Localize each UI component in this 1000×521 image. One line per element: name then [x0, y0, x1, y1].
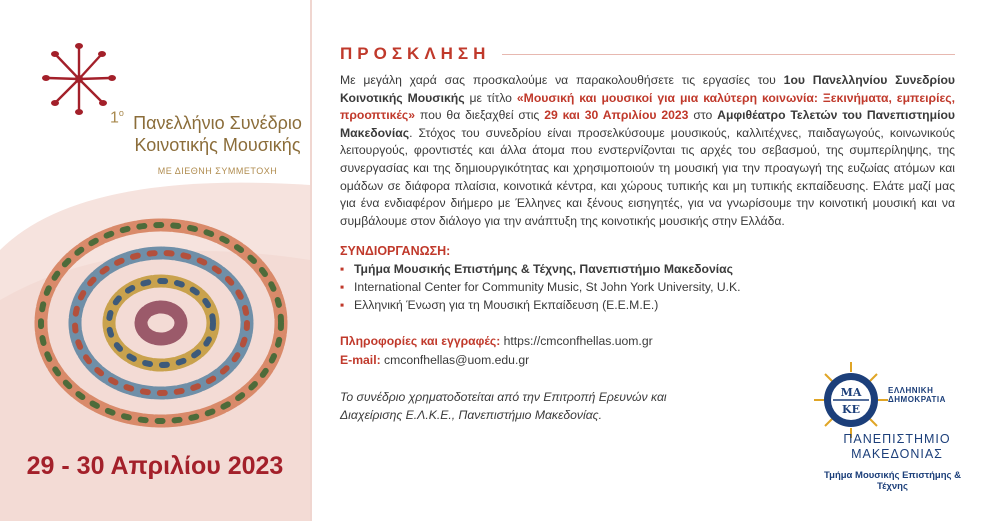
- university-state: ΕΛΛΗΝΙΚΗ ΔΗΜΟΚΡΑΤΙΑ: [888, 386, 946, 404]
- list-item: ▪ Τμήμα Μουσικής Επιστήμης & Τέχνης, Πανεπιστήμιο Μακεδονίας: [340, 262, 733, 277]
- conference-dates: 29 - 30 Απριλίου 2023: [26, 452, 284, 480]
- info-link[interactable]: https://cmconfhellas.uom.gr: [500, 334, 653, 349]
- email-link[interactable]: cmconfhellas@uom.edu.gr: [380, 353, 530, 368]
- bullet-icon: ▪: [340, 298, 345, 313]
- university-name: ΠΑΝΕΠΙΣΤΗΜΙΟ ΜΑΚΕΔΟΝΙΑΣ: [843, 432, 951, 461]
- bullet-icon: ▪: [340, 280, 345, 295]
- invitation-title: ΠΡΟΣΚΛΗΣΗ: [340, 44, 491, 63]
- header-rule: [502, 54, 955, 55]
- conference-logo-icon: [38, 38, 120, 120]
- emblem-letters-bottom: ΚΕ: [842, 403, 860, 416]
- email-label: E-mail:: [340, 353, 381, 368]
- invitation-paragraph: Με μεγάλη χαρά σας προσκαλούμε να παρακολουθήσετε τις εργασίες του 1ου Πανελληνίου Συνεδρίου Κοινοτικής Μουσικής με τίτλο «Μουσική και μουσικοί για μια καλύτερη κοινωνία: Ξεκινήματα, εμπειρίες, προοπτικές» που θα διεξαχθεί στις 29 και 30 Απριλίου 2023 στο Αμφιθέατρο Τελετών του Πανεπιστημίου Μακεδονίας. Στόχος του συνεδρίου είναι προσελκύσουμε μουσικούς, καλλιτέχνες, παιδαγωγούς, κοινωνικούς λειτουργούς, φροντιστές και άλλα άτομα που ενστερνίζονται τις αρχές του σεβασμού, της συμπερίληψης, της συνεργασίας και της δημιουργικότητας και χρησιμοποιούν τη μουσική για την προαγωγή της ευζωίας ατόμων και ομάδων σε διάφορα πλαίσια, κοινοτικά κέντρα, και χώρους τυπικής και μη τυπικής εκπαίδευσης. Ελάτε μαζί μας για ένα ενδιαφέρον διήμερο με Έλληνες και ξένους εισηγητές, για να γνωρίσουμε την κοινοτική μουσική και να συμβάλουμε στον διάλογο για την ανάπτυξη της κοινοτικής μουσικής στην Ελλάδα.: [340, 73, 955, 228]
- info-label: Πληροφορίες και εγγραφές:: [340, 334, 501, 349]
- panel-divider: [310, 0, 312, 521]
- university-emblem-icon: [812, 360, 890, 440]
- people-spiral-illustration: [32, 218, 290, 428]
- coorganization-heading: ΣΥΝΔΙΟΡΓΑΝΩΣΗ:: [340, 244, 451, 259]
- bullet-icon: ▪: [340, 262, 345, 277]
- list-item: ▪ Ελληνική Ένωση για τη Μουσική Εκπαίδευση (Ε.Ε.Μ.Ε.): [340, 298, 659, 313]
- coorganization-list: [340, 260, 955, 314]
- conference-title: [130, 112, 305, 156]
- emblem-letters-top: ΜΑ: [840, 386, 862, 399]
- university-logo: [800, 360, 975, 495]
- conference-title-line2: Κοινοτικής Μουσικής: [134, 135, 301, 155]
- university-department: Τμήμα Μουσικής Επιστήμης & Τέχνης: [824, 470, 961, 492]
- funding-note: Το συνέδριο χρηματοδοτείται από την Επιτροπή Ερευνών και Διαχείρισης Ε.Λ.Κ.Ε., Πανεπιστήμιο Μακεδονίας.: [340, 390, 667, 423]
- invitation-header: [340, 44, 955, 64]
- list-item: ▪ International Center for Community Music, St John York University, U.K.: [340, 280, 741, 295]
- info-line: [340, 332, 955, 351]
- conference-subtitle: ΜΕ ΔΙΕΘΝΗ ΣΥΜΜΕΤΟΧΗ: [157, 166, 278, 176]
- conference-number: $1^o$: [110, 108, 124, 127]
- left-panel: [0, 0, 310, 521]
- conference-title-line1: Πανελλήνιο Συνέδριο: [133, 113, 302, 133]
